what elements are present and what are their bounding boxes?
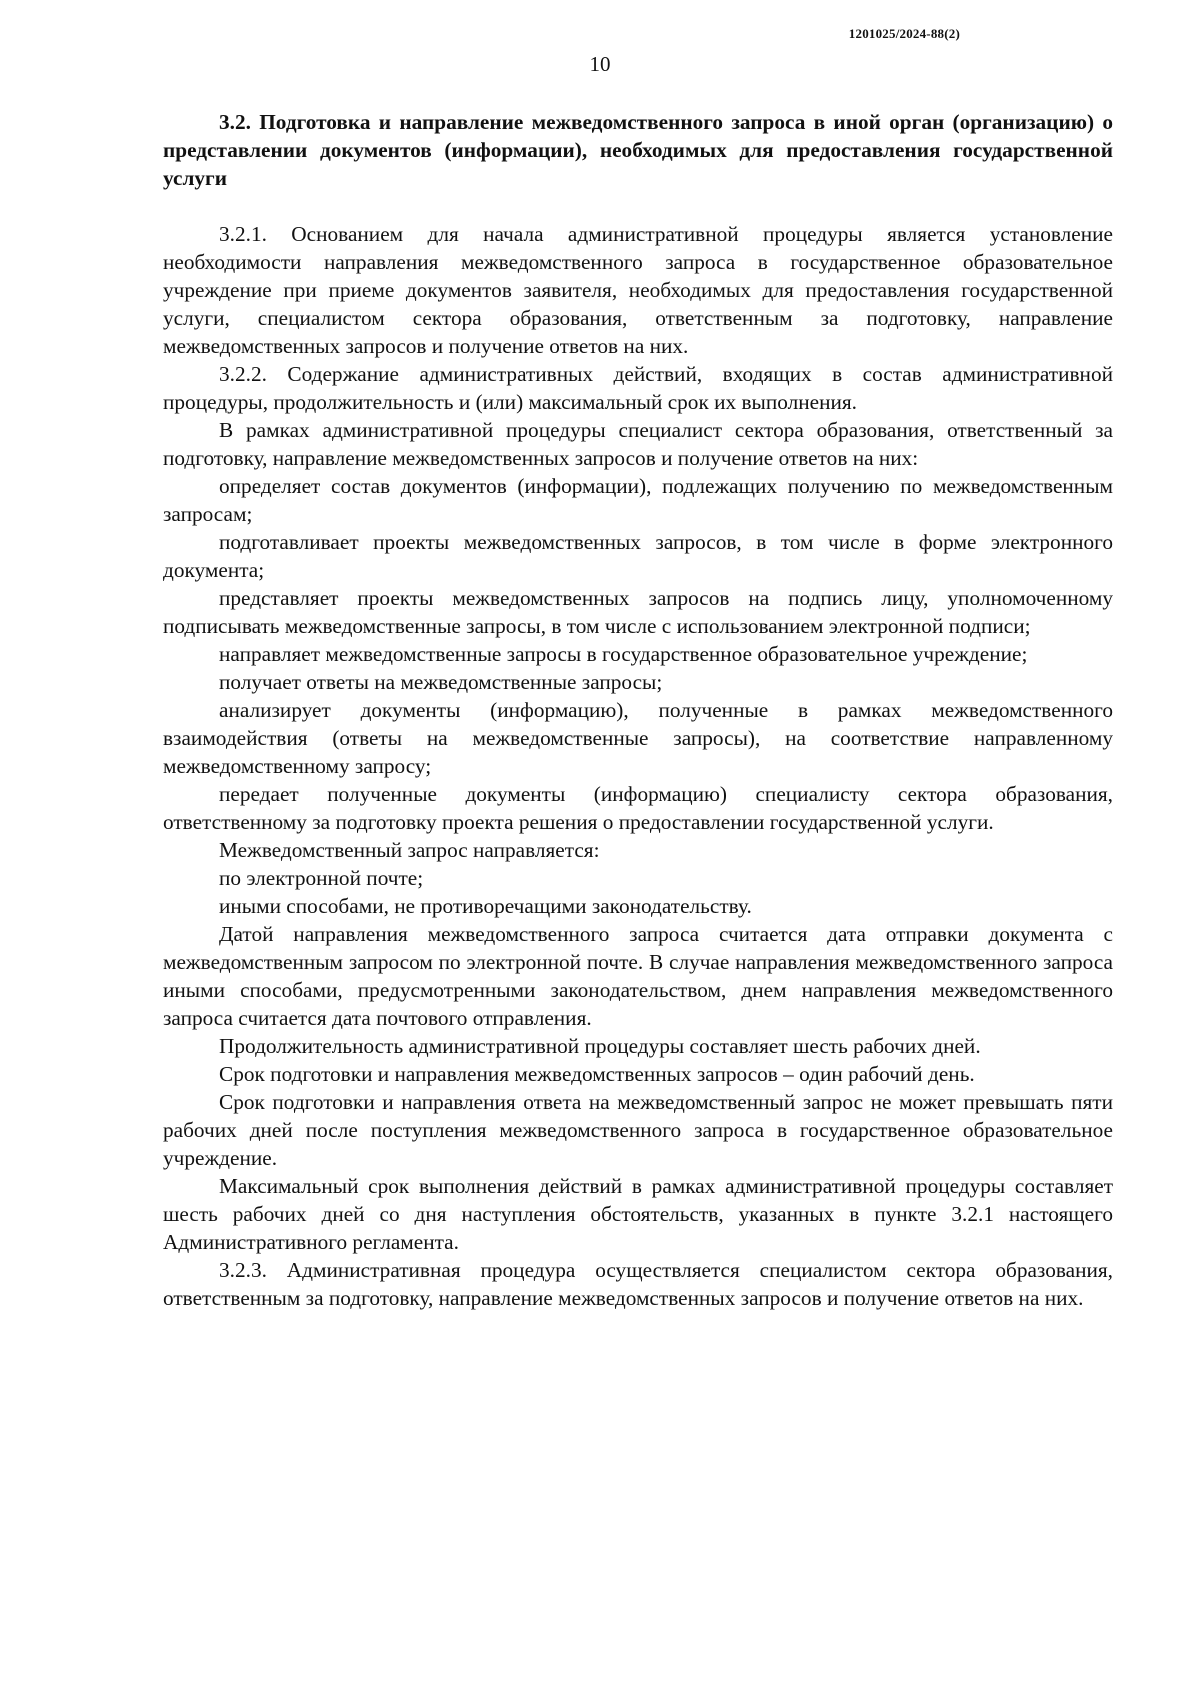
paragraph-3-2-2: 3.2.2. Содержание административных действий, входящих в состав административной процедуры, продолжительность и (или) максимальный срок их выполнения. bbox=[163, 362, 1113, 414]
list-item: по электронной почте; bbox=[219, 866, 424, 890]
list-item: анализирует документы (информацию), полученные в рамках межведомственного взаимодействия (ответы на межведомственные запросы), на соответствие направленному межведомственному запросу; bbox=[163, 698, 1113, 778]
paragraph-response-term: Срок подготовки и направления ответа на межведомственный запрос не может превышать пяти рабочих дней после поступления межведомственного запроса в государственное образовательное учреждение. bbox=[163, 1090, 1113, 1170]
paragraph-3-2-1: 3.2.1. Основанием для начала административной процедуры является установление необходимости направления межведомственного запроса в государственное образовательное учреждение при приеме документов заявителя, необходимых для предоставления государственной услуги, специалистом сектора образования, ответственным за подготовку, направление межведомственных запросов и получение ответов на них. bbox=[163, 222, 1113, 358]
page-number: 10 bbox=[589, 52, 611, 76]
list-item: иными способами, не противоречащими законодательству. bbox=[219, 894, 752, 918]
list-item: направляет межведомственные запросы в государственное образовательное учреждение; bbox=[219, 642, 1028, 666]
list-item: передает полученные документы (информацию) специалисту сектора образования, ответственному за подготовку проекта решения о предоставлении государственной услуги. bbox=[163, 782, 1113, 834]
page-content bbox=[163, 108, 1113, 1312]
paragraph-intro: В рамках административной процедуры специалист сектора образования, ответственный за подготовку, направление межведомственных запросов и получение ответов на них: bbox=[163, 418, 1113, 470]
paragraph-duration: Продолжительность административной процедуры составляет шесть рабочих дней. bbox=[219, 1034, 981, 1058]
paragraph-request-methods: Межведомственный запрос направляется: bbox=[219, 838, 600, 862]
paragraph-max-term: Максимальный срок выполнения действий в рамках административной процедуры составляет шесть рабочих дней со дня наступления обстоятельств, указанных в пункте 3.2.1 настоящего Административного регламента. bbox=[163, 1174, 1113, 1254]
list-item: представляет проекты межведомственных запросов на подпись лицу, уполномоченному подписывать межведомственные запросы, в том числе с использованием электронной подписи; bbox=[163, 586, 1113, 638]
paragraph-request-term: Срок подготовки и направления межведомственных запросов – один рабочий день. bbox=[219, 1062, 975, 1086]
document-id: 1201025/2024-88(2) bbox=[848, 26, 960, 41]
list-item: определяет состав документов (информации), подлежащих получению по межведомственным запросам; bbox=[163, 474, 1113, 526]
paragraph-request-date: Датой направления межведомственного запроса считается дата отправки документа с межведомственным запросом по электронной почте. В случае направления межведомственного запроса иными способами, предусмотренными законодательством, днем направления межведомственного запроса считается дата почтового отправления. bbox=[163, 922, 1113, 1030]
list-item: получает ответы на межведомственные запросы; bbox=[219, 670, 663, 694]
list-item: подготавливает проекты межведомственных запросов, в том числе в форме электронного документа; bbox=[163, 530, 1113, 582]
paragraph-3-2-3: 3.2.3. Административная процедура осуществляется специалистом сектора образования, ответственным за подготовку, направление межведомственных запросов и получение ответов на них. bbox=[163, 1258, 1113, 1310]
section-title: 3.2. Подготовка и направление межведомственного запроса в иной орган (организацию) о представлении документов (информации), необходимых для предоставления государственной услуги bbox=[163, 110, 1113, 190]
